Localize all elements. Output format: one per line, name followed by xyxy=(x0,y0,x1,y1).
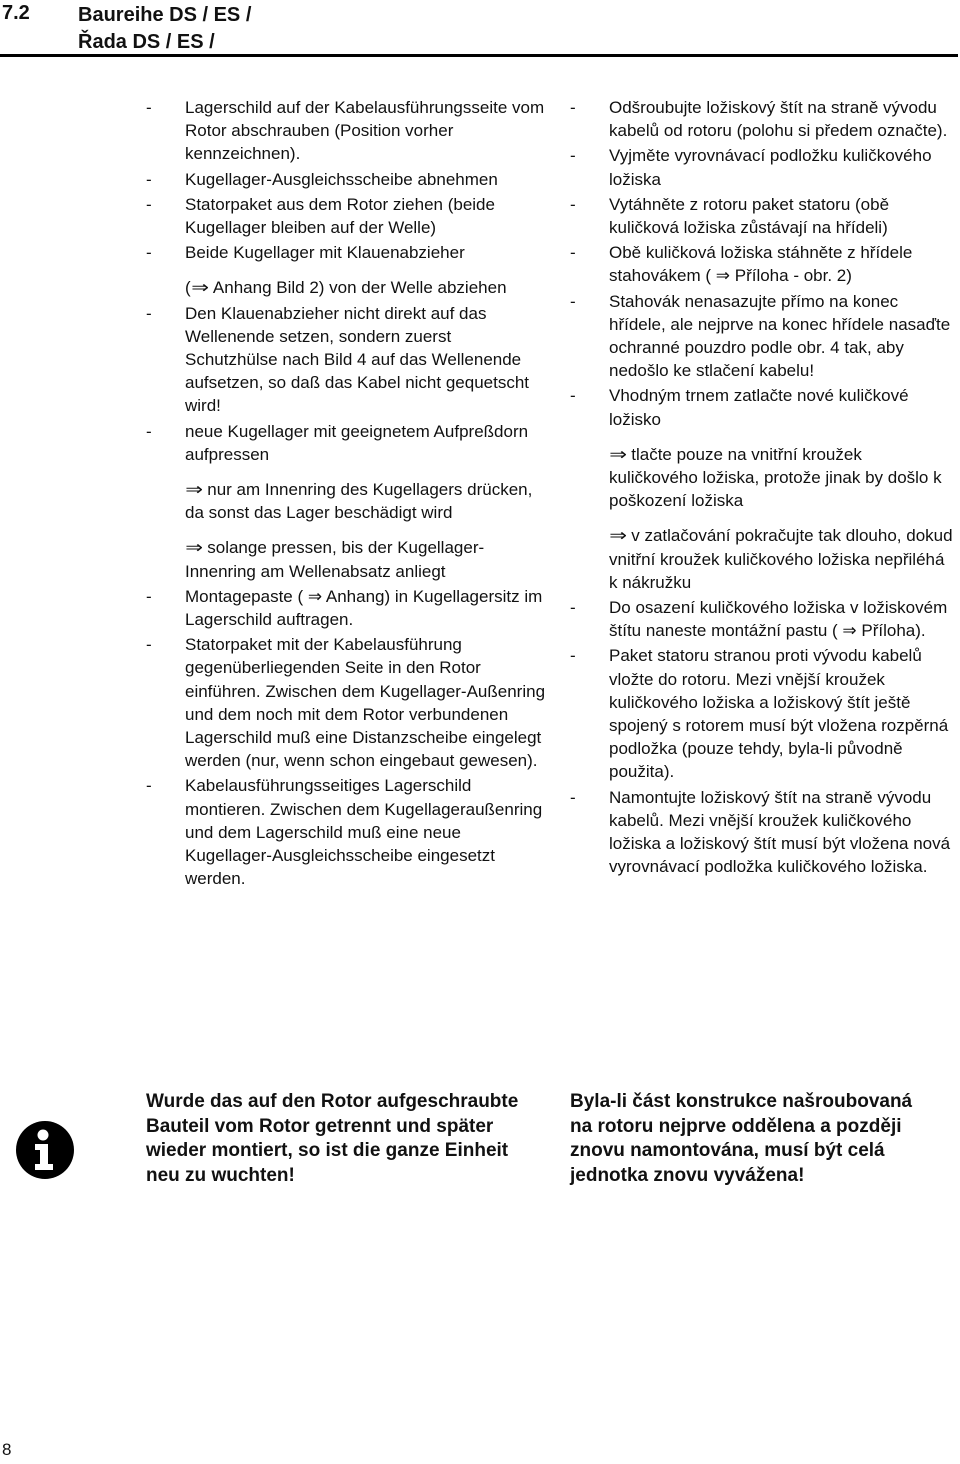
list-item-text: Den Klauenabzieher nicht direkt auf das Wellenende setzen, sondern zuerst Schutzhülse nach Bild 4 auf das Wellenende aufsetzen, so daß das Kabel nicht gequetscht wird! xyxy=(185,303,530,416)
section-header xyxy=(0,0,960,60)
list-item xyxy=(570,290,955,383)
sub-point xyxy=(185,276,546,299)
list-bullet: - xyxy=(570,243,576,263)
section-title-de: Baureihe DS / ES / xyxy=(78,4,252,26)
list-item-text: Obě kuličková ložiska stáhněte z hřídele stahovákem ( ⇒ Příloha - obr. 2) xyxy=(609,243,913,286)
section-title xyxy=(78,2,251,56)
czech-instructions xyxy=(570,96,955,881)
list-bullet: - xyxy=(570,386,576,406)
list-item-text: Beide Kugellager mit Klauenabzieher xyxy=(185,243,465,263)
info-icon xyxy=(15,1120,75,1180)
sub-point-text: solange pressen, bis der Kugellager-Innenring am Wellenabsatz anliegt xyxy=(185,538,485,581)
page-number: 8 xyxy=(2,1440,12,1459)
list-item-text: neue Kugellager mit geeignetem Aufpreßdorn aufpressen xyxy=(185,421,529,464)
list-item xyxy=(146,168,546,191)
list-item-text: Stahovák nenasazujte přímo na konec hřídele, ale nejprve na konec hřídele nasaďte ochranné pouzdro podle obr. 4 tak, aby nedošlo ke stlačení kabelu! xyxy=(609,291,951,381)
list-item-text: Statorpaket aus dem Rotor ziehen (beide Kugellager bleiben auf der Welle) xyxy=(185,194,495,238)
warning-note-cz: Byla-li část konstrukce našroubovaná na rotoru nejprve oddělena a později znovu namontována, musí být celá jednotka znovu vyvážena! xyxy=(570,1091,913,1186)
arrow-icon: ⇒ xyxy=(185,480,204,500)
list-item xyxy=(570,96,955,142)
list-item-text: Vhodným trnem zatlačte nové kuličkové ložisko xyxy=(609,386,909,429)
list-bullet: - xyxy=(146,303,152,323)
paren: ( xyxy=(185,278,191,298)
list-item xyxy=(146,302,546,418)
section-number: 7.2 xyxy=(2,2,30,24)
sub-point xyxy=(185,478,546,524)
list-item-text: Kabelausführungsseitiges Lagerschild montieren. Zwischen dem Kugellageraußenring und dem Lagerschild muß eine neue Kugellager-Ausgleichsscheibe eingesetzt werden. xyxy=(185,776,543,889)
arrow-icon: ⇒ xyxy=(609,444,628,464)
list-bullet: - xyxy=(146,98,152,117)
sub-point-text: tlačte pouze na vnitřní kroužek kuličkového ložiska, protože jinak by došlo k poškození ložiska xyxy=(609,444,942,511)
list-bullet: - xyxy=(146,776,152,796)
list-item xyxy=(146,420,546,583)
list-bullet: - xyxy=(146,421,152,441)
arrow-icon: ⇒ xyxy=(190,278,209,298)
list-item-text: Do osazení kuličkového ložiska v ložiskovém štítu naneste montážní pastu ( ⇒ Příloha). xyxy=(609,598,948,641)
list-item xyxy=(570,644,955,783)
list-bullet: - xyxy=(146,586,152,606)
list-item xyxy=(570,596,955,642)
list-bullet: - xyxy=(146,194,152,214)
sub-point xyxy=(609,443,955,513)
list-item-text: Odšroubujte ložiskový štít na straně vývodu kabelů od rotoru (polohu si předem označte). xyxy=(609,98,948,141)
list-item-text: Vyjměte vyrovnávací podložku kuličkového ložiska xyxy=(609,146,932,189)
list-item-text: Vytáhněte z rotoru paket statoru (obě kuličková ložiska zůstávají na hřídeli) xyxy=(609,194,890,238)
list-bullet: - xyxy=(570,194,576,214)
list-bullet: - xyxy=(146,169,152,189)
list-item-text: Namontujte ložiskový štít na straně vývodu kabelů. Mezi vnější kroužek kuličkového ložiska a ložiskový štít musí být vložena nová vyrovnávací podložka kuličkového ložiska. xyxy=(609,787,951,877)
list-item-text: Paket statoru stranou proti vývodu kabelů vložte do rotoru. Mezi vnější kroužek kuličkového ložiska a ložiskový štít ještě spojený s rotorem musí být vložena rozpěrná podložka (pouze tehdy, byla-li původně použita). xyxy=(609,646,949,782)
list-bullet: - xyxy=(146,243,152,263)
list-item xyxy=(570,786,955,879)
list-bullet: - xyxy=(146,635,152,655)
list-bullet: - xyxy=(570,598,576,618)
list-bullet: - xyxy=(570,787,576,807)
section-title-cz: Řada DS / ES / xyxy=(78,31,215,53)
list-item-text: Kugellager-Ausgleichsscheibe abnehmen xyxy=(185,169,498,189)
list-item xyxy=(570,193,955,239)
list-item xyxy=(146,774,546,890)
list-item xyxy=(146,585,546,631)
list-bullet: - xyxy=(570,646,576,666)
sub-point-text: v zatlačování pokračujte tak dlouho, dokud vnitřní kroužek kuličkového ložiska nepřiléhá k nákružku xyxy=(609,526,953,592)
list-bullet: - xyxy=(570,98,576,117)
list-item xyxy=(570,241,955,287)
sub-point-text: Anhang Bild 2) von der Welle abziehen xyxy=(212,278,507,298)
list-item-text: Statorpaket mit der Kabelausführung gegenüberliegenden Seite in den Rotor einführen. Zwischen dem Kugellager-Außenring und dem noch mit dem Rotor verbundenen Lagerschild muß eine Distanzscheibe eingelegt werden (nur, wenn schon eingebaut gewesen). xyxy=(185,635,546,771)
arrow-icon: ⇒ xyxy=(185,538,204,558)
sub-point-text: nur am Innenring des Kugellagers drücken, da sonst das Lager beschädigt wird xyxy=(185,480,533,523)
arrow-icon: ⇒ xyxy=(609,526,628,546)
list-item xyxy=(570,384,955,594)
list-item xyxy=(146,96,546,166)
list-bullet: - xyxy=(570,291,576,311)
warning-note-de: Wurde das auf den Rotor aufgeschraubte Bauteil vom Rotor getrennt und später wieder montiert, so ist die ganze Einheit neu zu wuchten! xyxy=(146,1091,519,1186)
sub-point xyxy=(609,524,955,594)
list-item xyxy=(146,241,546,299)
list-item-text: Montagepaste ( ⇒ Anhang) in Kugellagersitz im Lagerschild auftragen. xyxy=(185,586,543,630)
list-item xyxy=(146,193,546,239)
list-bullet: - xyxy=(570,146,576,166)
list-item xyxy=(570,144,955,190)
list-item-text: Lagerschild auf der Kabelausführungsseite vom Rotor abschrauben (Position vorher kennzeichnen). xyxy=(185,98,545,164)
german-instructions xyxy=(146,96,546,893)
list-item xyxy=(146,633,546,772)
header-rule xyxy=(0,54,958,57)
sub-point xyxy=(185,536,546,582)
